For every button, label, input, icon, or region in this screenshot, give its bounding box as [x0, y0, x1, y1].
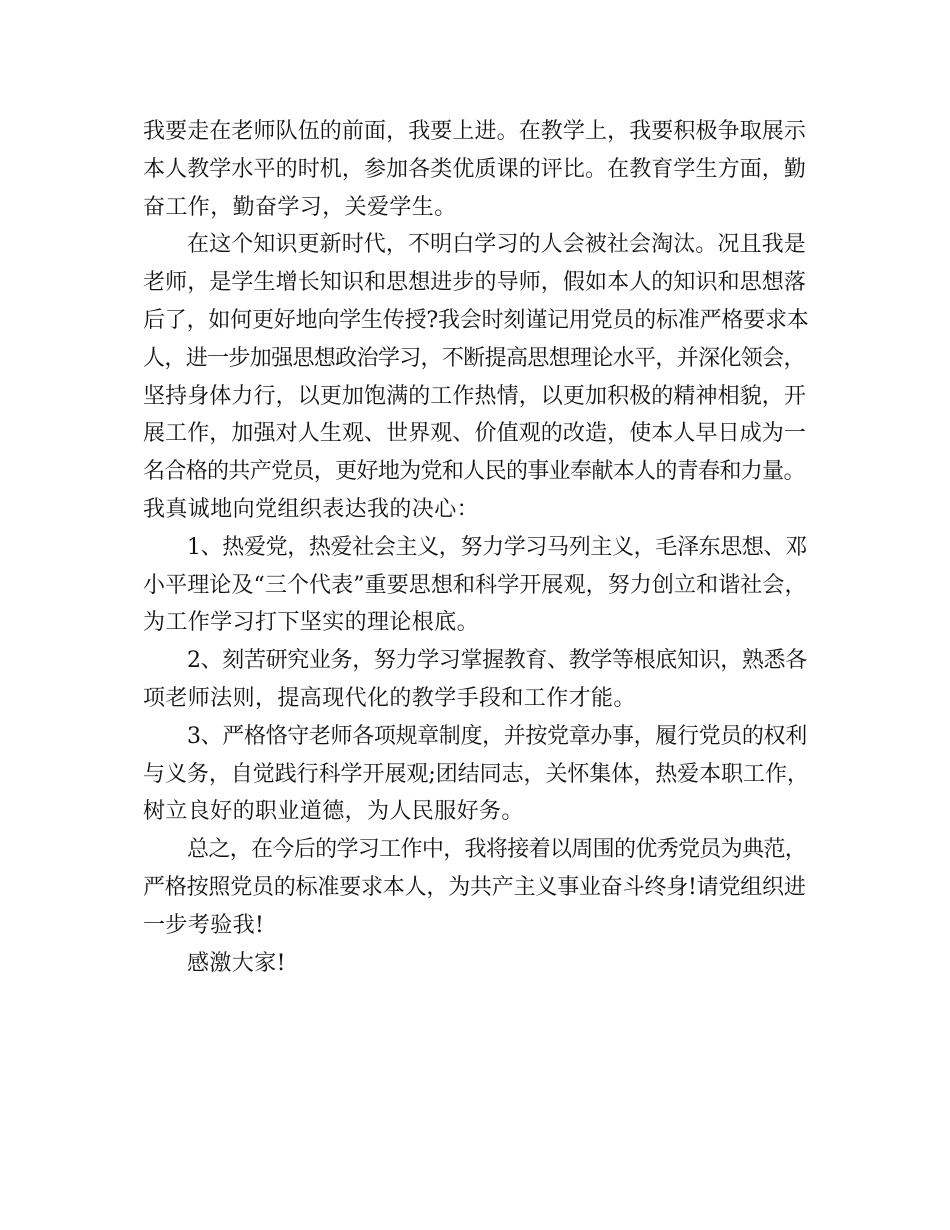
- text-line: 小平理论及“三个代表”重要思想和科学开展观，努力创立和谐社会，: [143, 572, 807, 598]
- text-line: 与义务，自觉践行科学开展观;团结同志，关怀集体，热爱本职工作，: [143, 761, 809, 787]
- text-line: 2、刻苦研究业务，努力学习掌握教育、教学等根底知识，熟悉各: [187, 648, 807, 674]
- text-line: 本人教学水平的时机，参加各类优质课的评比。在教育学生方面，勤: [143, 156, 807, 182]
- text-line: 后了，如何更好地向学生传授?我会时刻谨记用党员的标准严格要求本: [143, 307, 809, 333]
- text-line: 总之，在今后的学习工作中，我将接着以周围的优秀党员为典范，: [187, 837, 807, 863]
- text-line: 在这个知识更新时代，不明白学习的人会被社会淘汰。况且我是: [187, 232, 806, 258]
- text-line: 人，进一步加强思想政治学习，不断提高思想理论水平，并深化领会，: [143, 345, 805, 371]
- text-line: 坚持身体力行，以更加饱满的工作热情，以更加积极的精神相貌，开: [143, 383, 807, 409]
- text-line: 项老师法则，提高现代化的教学手段和工作才能。: [143, 685, 636, 711]
- text-line: 老师，是学生增长知识和思想进步的导师，假如本人的知识和思想落: [143, 270, 807, 296]
- text-line: 树立良好的职业道德，为人民服好务。: [143, 799, 524, 825]
- text-line: 为工作学习打下坚实的理论根底。: [143, 610, 480, 636]
- text-line: 一步考验我!: [143, 912, 265, 938]
- text-line: 我真诚地向党组织表达我的决心：: [143, 496, 480, 522]
- text-line: 奋工作，勤奋学习，关爱学生。: [143, 194, 457, 220]
- text-line: 展工作，加强对人生观、世界观、价值观的改造，使本人早日成为一: [143, 421, 807, 447]
- text-line: 严格按照党员的标准要求本人，为共产主义事业奋斗终身!请党组织进: [143, 874, 806, 900]
- document-body: [143, 113, 808, 982]
- text-line: 感激大家!: [187, 950, 286, 976]
- text-line: 名合格的共产党员，更好地为党和人民的事业奉献本人的青春和力量。: [143, 459, 805, 485]
- text-line: 1、热爱党，热爱社会主义，努力学习马列主义，毛泽东思想、邓: [187, 534, 807, 560]
- text-line: 我要走在老师队伍的前面，我要上进。在教学上，我要积极争取展示: [143, 119, 807, 144]
- text-line: 3、严格恪守老师各项规章制度，并按党章办事，履行党员的权利: [187, 723, 807, 749]
